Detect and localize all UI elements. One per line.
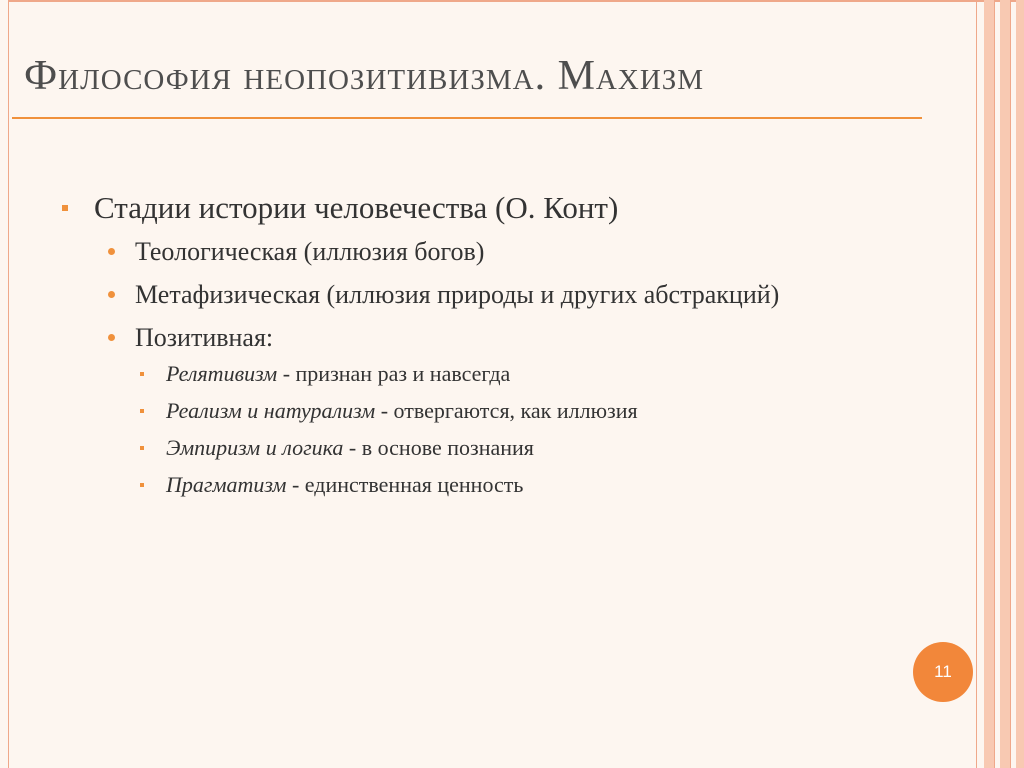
stages-list	[60, 236, 900, 353]
list-item-relativism	[138, 361, 900, 387]
positive-items-list	[60, 361, 900, 498]
frame-top-line	[8, 0, 1024, 2]
item-text: - признан раз и навсегда	[277, 361, 511, 386]
item-term: Реализм и натурализм	[166, 398, 376, 423]
round-bullet-icon	[108, 248, 115, 255]
small-square-bullet-icon	[140, 372, 144, 376]
list-item-stage-metaphysical	[104, 279, 900, 310]
list-item-empiricism	[138, 435, 900, 461]
list-item-realism	[138, 398, 900, 424]
stage-label: Метафизическая (иллюзия природы и других абстракций)	[135, 280, 780, 309]
item-term: Эмпиризм и логика	[166, 435, 344, 460]
title-underline	[12, 117, 922, 119]
bullet-heading	[60, 188, 900, 228]
heading-text: Стадии истории человечества (О. Конт)	[94, 190, 619, 225]
small-square-bullet-icon	[140, 483, 144, 487]
square-bullet-icon	[62, 205, 68, 211]
stage-label: Позитивная:	[135, 323, 274, 352]
frame-right-stripes	[976, 0, 1024, 768]
slide-title: Философия неопозитивизма. Махизм	[24, 53, 705, 99]
item-text: - единственная ценность	[286, 472, 524, 497]
round-bullet-icon	[108, 291, 115, 298]
item-text: - отвергаются, как иллюзия	[375, 398, 638, 423]
list-item-stage-positive	[104, 322, 900, 353]
page-number-badge: 11	[913, 642, 973, 702]
frame-left-line	[8, 0, 9, 768]
item-term: Релятивизм	[166, 361, 278, 386]
stage-label: Теологическая (иллюзия богов)	[135, 237, 485, 266]
small-square-bullet-icon	[140, 409, 144, 413]
list-item-stage-theological	[104, 236, 900, 267]
round-bullet-icon	[108, 334, 115, 341]
item-term: Прагматизм	[166, 472, 287, 497]
slide-content	[60, 188, 900, 509]
item-text: - в основе познания	[343, 435, 534, 460]
list-item-pragmatism	[138, 472, 900, 498]
small-square-bullet-icon	[140, 446, 144, 450]
